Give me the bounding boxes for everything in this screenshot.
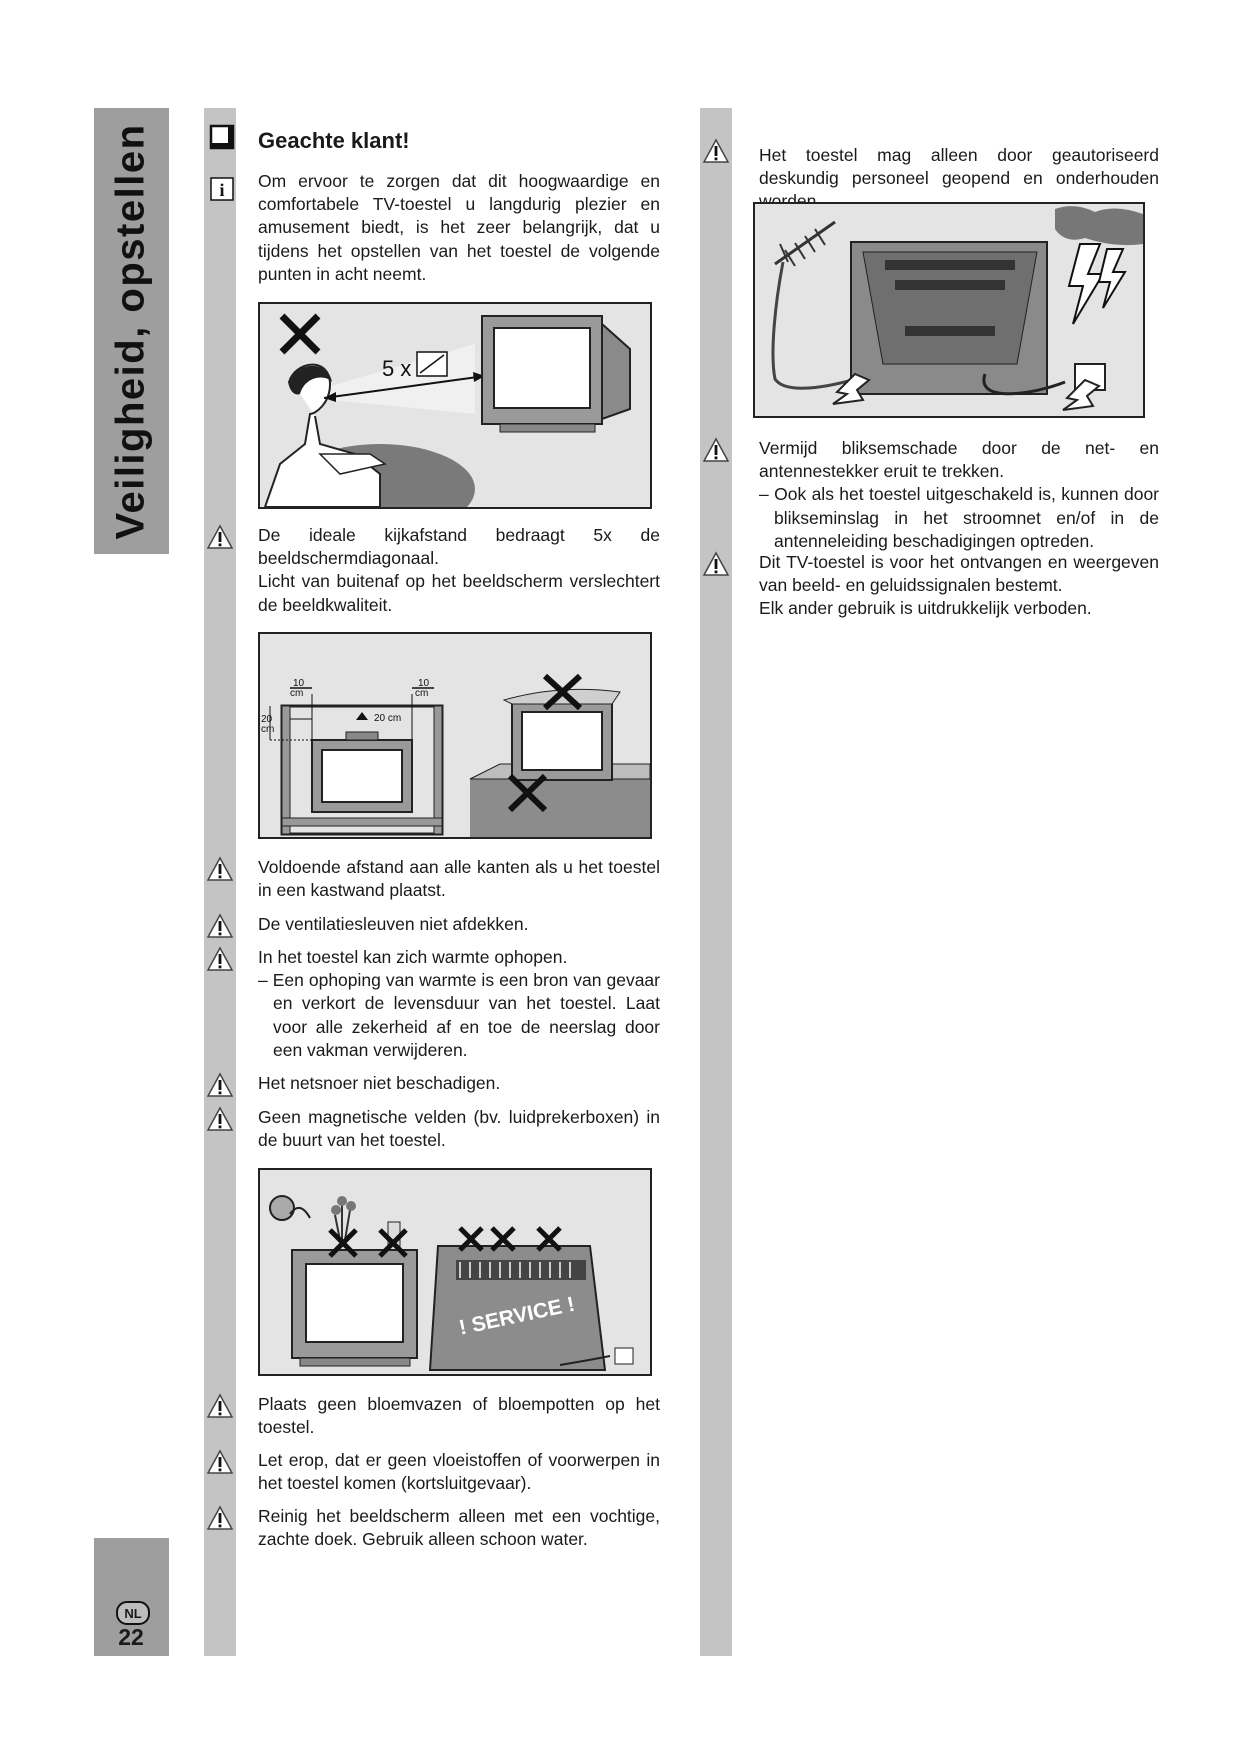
- svg-text:cm: cm: [415, 688, 429, 699]
- note-cabinet-space: Voldoende afstand aan alle kanten als u het toestel in een kastwand plaatst.: [258, 857, 660, 901]
- note-authorised-service: Het toestel mag alleen door geautoriseerd deskundig personeel geopend en onderhouden: [759, 145, 1159, 189]
- info-icon: [209, 176, 235, 202]
- distance-label: 5 x: [382, 356, 412, 381]
- note-power-cord: Het netsnoer niet beschadigen.: [258, 1073, 501, 1093]
- note-magnetic-fields: Geen magnetische velden (bv. luidprekerboxen) in de buurt van het toestel.: [258, 1107, 660, 1151]
- note-distance-2: Licht van buitenaf op het beeldscherm verslechtert de beeldkwaliteit.: [258, 571, 660, 615]
- svg-text:20 cm: 20 cm: [374, 713, 402, 724]
- note-lightning-main: Vermijd bliksemschade door de net- en antennestekker eruit te trekken.: [759, 438, 1159, 482]
- warning-triangle-icon: [703, 138, 729, 164]
- svg-text:10: 10: [418, 678, 430, 689]
- note-heat: [258, 946, 660, 1062]
- svg-text:cm: cm: [290, 688, 304, 699]
- svg-text:cm: cm: [261, 724, 275, 735]
- right-column-bar: [700, 108, 732, 1656]
- warning-triangle-icon: [703, 551, 729, 577]
- svg-text:10: 10: [293, 678, 305, 689]
- page-number: 22: [118, 1624, 144, 1650]
- note-intended-use: [759, 551, 1159, 621]
- no-objects-service-illustration: [258, 1168, 652, 1376]
- note-use-2: Elk ander gebruik is uitdrukkelijk verboden.: [759, 598, 1092, 619]
- warning-triangle-icon: [207, 856, 233, 882]
- warning-triangle-icon: [207, 1393, 233, 1419]
- note-distance-1: De ideale kijkafstand bedraagt 5x de beeldschermdiagonaal.: [258, 525, 660, 569]
- warning-triangle-icon: [207, 524, 233, 550]
- warning-triangle-icon: [207, 1449, 233, 1475]
- warning-triangle-icon: [207, 1106, 233, 1132]
- note-lightning: [759, 437, 1159, 553]
- note-vases: Plaats geen bloemvazen of bloempotten op het toestel.: [258, 1394, 660, 1438]
- viewing-distance-illustration: [258, 302, 652, 509]
- intro-paragraph: Om ervoor te zorgen dat dit hoogwaardige en comfortabele TV-toestel u langdurig plezier en amusement biedt, is het zeer belangrijk, dat u tijdens het opstellen van het toestel de volgende punten in acht neemt.: [258, 171, 660, 284]
- note-lightning-sub: – Ook als het toestel uitgeschakeld is, kunnen door blikseminslag in het stroomnet en/of in de antenneleiding beschadigingen optreden.: [759, 484, 1159, 551]
- note-heat-sub: – Een ophoping van warmte is een bron van gevaar en verkort de levensduur van het toestel. Laat voor alle zekerheid af en toe de neerslag door een vakman verwijderen.: [258, 970, 660, 1060]
- note-heat-main: In het toestel kan zich warmte ophopen.: [258, 947, 568, 967]
- sidebar-title: Veiligheid, opstellen: [109, 122, 153, 540]
- language-badge: NL: [116, 1601, 150, 1625]
- note-viewing-distance: [258, 524, 660, 617]
- sidebar-title-wrap: [94, 108, 169, 554]
- checkbox-icon: [209, 124, 235, 150]
- svg-text:20: 20: [261, 714, 273, 725]
- note-cleaning: Reinig het beeldscherm alleen met een vochtige, zachte doek. Gebruik alleen schoon water.: [258, 1506, 660, 1550]
- warning-triangle-icon: [207, 1072, 233, 1098]
- ventilation-spacing-illustration: [258, 632, 652, 839]
- warning-triangle-icon: [207, 913, 233, 939]
- note-vents: De ventilatiesleuven niet afdekken.: [258, 914, 529, 934]
- warning-triangle-icon: [207, 946, 233, 972]
- warning-triangle-icon: [207, 1505, 233, 1531]
- note-use-1: Dit TV-toestel is voor het ontvangen en weergeven van beeld- en geluidssignalen bestemt.: [759, 552, 1159, 596]
- lightning-antenna-illustration: [753, 202, 1145, 418]
- service-label: ! SERVICE !: [457, 1292, 577, 1340]
- svg-text:i: i: [219, 180, 225, 200]
- page-heading: Geachte klant!: [258, 128, 410, 153]
- note-liquids: Let erop, dat er geen vloeistoffen of voorwerpen in het toestel komen (kortsluitgevaar).: [258, 1450, 660, 1494]
- warning-triangle-icon: [703, 437, 729, 463]
